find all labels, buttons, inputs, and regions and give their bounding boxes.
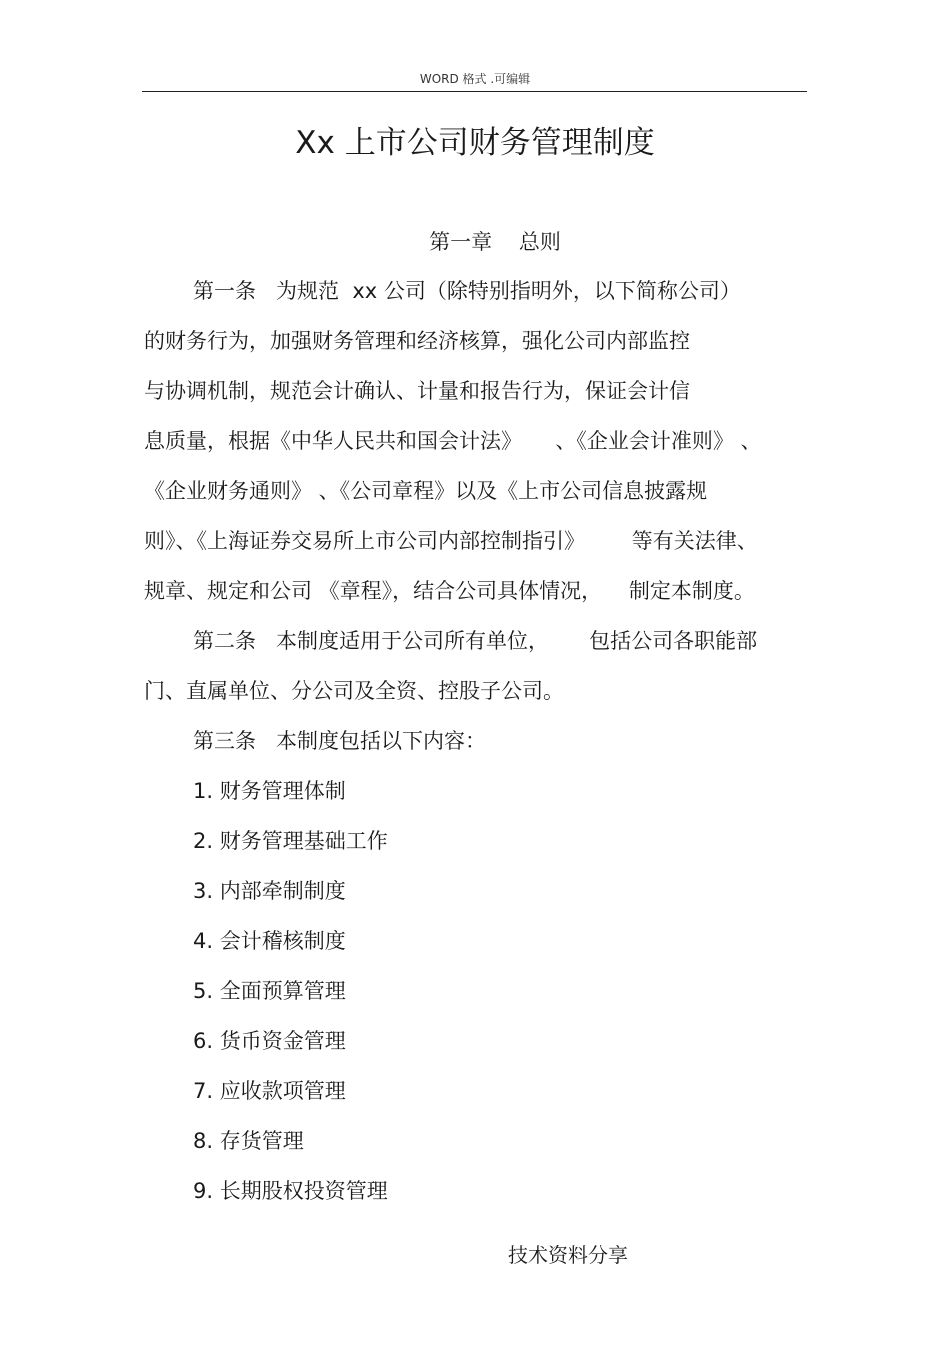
paragraph-line: 的财务行为，加强财务管理和经济核算，强化公司内部监控 (144, 329, 690, 353)
paragraph-line: 息质量，根据《中华人民共和国会计法》 、《企业会计准则》 、 (144, 429, 762, 453)
paragraph-line: 则》、《上海证券交易所上市公司内部控制指引》 等有关法律、 (144, 529, 758, 553)
list-item: 6. 货币资金管理 (193, 1029, 346, 1053)
paragraph-line: 第二条 本制度适用于公司所有单位， 包括公司各职能部 (193, 629, 758, 653)
paragraph-line: 第一条 为规范 xx 公司（除特别指明外，以下简称公司） (193, 279, 741, 303)
paragraph-line: 第三条 本制度包括以下内容： (193, 729, 487, 753)
list-item: 2. 财务管理基础工作 (193, 829, 388, 853)
header-text: WORD 格式 .可编辑 (419, 72, 531, 86)
chapter-heading: 第一章 总则 (429, 230, 561, 254)
paragraph-line: 规章、规定和公司 《章程》，结合公司具体情况， 制定本制度。 (144, 579, 755, 603)
header-divider (142, 91, 807, 92)
list-item: 3. 内部牵制制度 (193, 879, 346, 903)
list-item: 4. 会计稽核制度 (193, 929, 346, 953)
list-item: 9. 长期股权投资管理 (193, 1179, 388, 1203)
paragraph-line: 与协调机制，规范会计确认、计量和报告行为，保证会计信 (144, 379, 690, 403)
list-item: 5. 全面预算管理 (193, 979, 346, 1003)
list-item: 7. 应收款项管理 (193, 1079, 346, 1103)
list-item: 1. 财务管理体制 (193, 779, 346, 803)
document-title: Xx 上市公司财务管理制度 (295, 125, 655, 161)
list-item: 8. 存货管理 (193, 1129, 304, 1153)
paragraph-line: 《企业财务通则》 、《公司章程》以及《上市公司信息披露规 (144, 479, 708, 503)
paragraph-line: 门、直属单位、分公司及全资、控股子公司。 (144, 679, 564, 703)
page-footer: 技术资料分享 (508, 1243, 628, 1267)
